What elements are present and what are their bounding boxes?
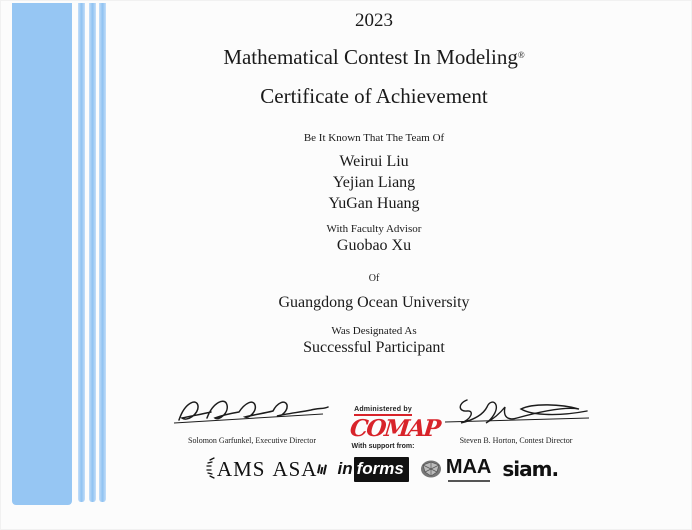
maa-globe-icon (420, 459, 442, 479)
informs-logo (337, 457, 408, 482)
decorative-stripe-wide (12, 3, 72, 505)
signature-left-icon (171, 392, 333, 430)
decorative-stripe-thin-2 (89, 3, 96, 502)
certificate-body (118, 10, 630, 357)
ams-logo-text: AMS (216, 456, 266, 481)
administered-by-label: Administered by (354, 406, 412, 416)
sponsor-logos-row (118, 452, 630, 486)
institution-name: Guangdong Ocean University (278, 294, 470, 311)
informs-logo-prefix: in (337, 459, 353, 478)
maa-logo (420, 456, 492, 482)
asa-logo-text: ASA (272, 456, 318, 481)
certificate-title-text: Mathematical Contest In Modeling (223, 45, 518, 69)
comap-logo: COMAP (348, 415, 441, 442)
advisor-name: Guobao Xu (336, 237, 412, 254)
asa-bars-icon (318, 463, 328, 474)
decorative-stripe-thin-1 (78, 3, 85, 502)
team-member-3: YuGan Huang (328, 195, 420, 212)
known-line: Be It Known That The Team Of (303, 132, 445, 144)
advisor-label: With Faculty Advisor (326, 223, 422, 235)
signature-right-icon (439, 394, 594, 430)
signature-right-caption: Steven B. Horton, Contest Director (459, 436, 573, 445)
comap-block (348, 398, 441, 450)
support-from-label: With support from: (351, 443, 415, 450)
siam-logo: siam. (502, 457, 559, 481)
maa-logo-subtext-bar (448, 480, 490, 482)
team-member-2: Yejian Liang (332, 174, 416, 191)
team-member-1: Weirui Liu (339, 153, 409, 170)
certificate-subtitle: Certificate of Achievement (260, 84, 488, 108)
registered-mark: ® (517, 50, 525, 60)
ams-laurel-icon (204, 456, 217, 482)
designated-label: Was Designated As (331, 325, 417, 337)
team-members (118, 151, 630, 214)
signature-block-right (436, 394, 596, 445)
decorative-stripe-thin-3 (99, 3, 106, 502)
ams-asa-logo (204, 456, 327, 482)
maa-logo-text: MAA (445, 456, 492, 478)
certificate-title (118, 45, 630, 70)
designation: Successful Participant (303, 339, 445, 356)
certificate-year: 2023 (355, 10, 393, 31)
signature-block-left (168, 392, 336, 445)
informs-logo-box: forms (354, 457, 409, 482)
signature-left-caption: Solomon Garfunkel, Executive Director (188, 436, 316, 445)
of-label: Of (368, 273, 380, 284)
